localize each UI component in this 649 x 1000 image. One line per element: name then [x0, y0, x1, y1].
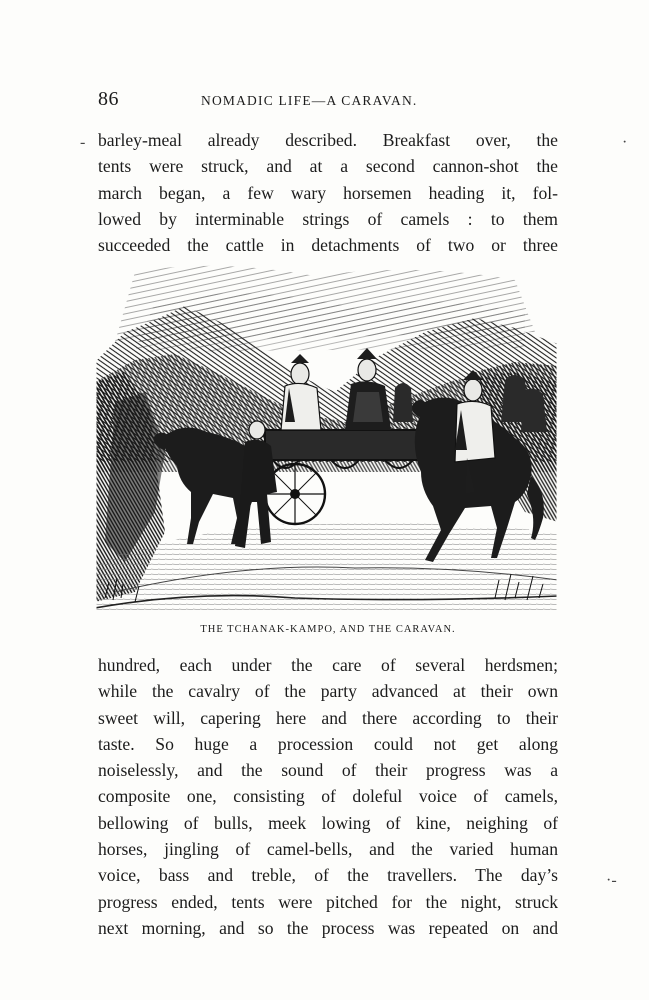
- caravan-engraving: [95, 262, 558, 614]
- text-line: taste. So huge a procession could not get along: [98, 733, 558, 754]
- text-line: composite one, consisting of doleful voice of camels,: [98, 786, 558, 807]
- text-line: horses, jingling of camel-bells, and the varied human: [98, 839, 558, 860]
- text-line: next morning, and so the process was repeated on and: [98, 917, 558, 938]
- text-line: hundred, each under the care of several herdsmen;: [98, 655, 558, 675]
- engraving-illustration: [95, 262, 558, 614]
- text-line: sweet will, capering here and there according to their: [98, 707, 558, 728]
- text-line: tents were struck, and at a second cannon-shot the: [98, 156, 558, 177]
- margin-mark-right-bottom: ·-: [606, 872, 617, 889]
- illustration-caption: THE TCHANAK-KAMPO, AND THE CARAVAN.: [200, 624, 456, 635]
- margin-mark-left: -: [80, 134, 86, 151]
- text-line: barley-meal already described. Breakfast over, the: [98, 130, 558, 150]
- text-line: succeeded the cattle in detachments of two or three: [98, 235, 558, 256]
- margin-mark-right-top: ·: [622, 134, 628, 151]
- text-line: voice, bass and treble, of the travellers. The day’s: [98, 865, 558, 886]
- page-number: 86: [98, 88, 119, 110]
- text-line: lowed by interminable strings of camels : to them: [98, 208, 558, 229]
- text-line: bellowing of bulls, meek lowing of kine, neighing of: [98, 812, 558, 833]
- text-line: march began, a few wary horsemen heading it, fol-: [98, 182, 558, 203]
- paragraph-top: [98, 127, 558, 258]
- text-line: while the cavalry of the party advanced at their own: [98, 681, 558, 702]
- chapter-header-title: NOMADIC LIFE—A CARAVAN.: [201, 93, 418, 108]
- text-line: progress ended, tents were pitched for the night, struck: [98, 891, 558, 912]
- text-line: noiselessly, and the sound of their progress was a: [98, 760, 558, 781]
- paragraph-bottom: [98, 652, 558, 941]
- running-head: [98, 88, 558, 114]
